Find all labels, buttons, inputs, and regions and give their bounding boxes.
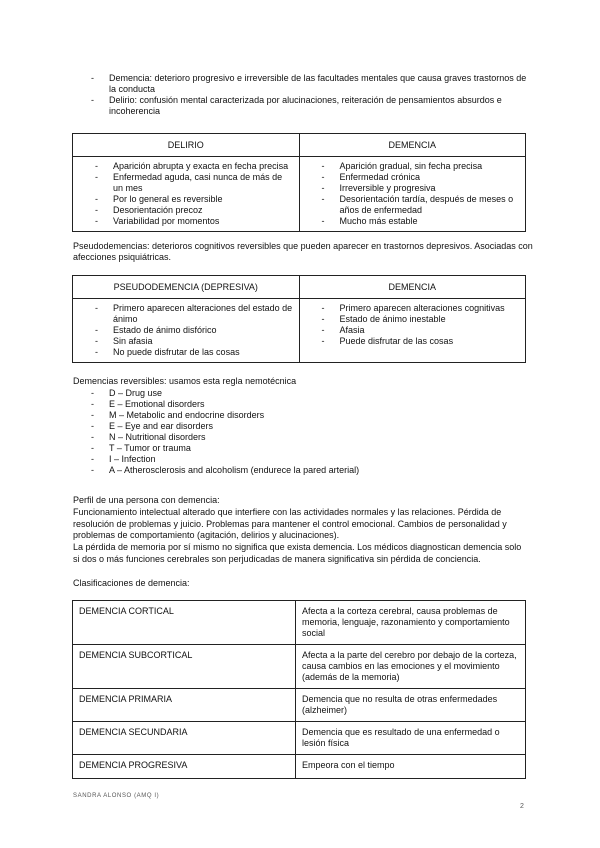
list-item: - Enfermedad aguda, casi nunca de más de un mes bbox=[73, 172, 293, 194]
list-item: - Demencia: deterioro progresivo e irreversible de las facultades mentales que causa graves trastornos de la conducta bbox=[73, 73, 533, 95]
profile-title: Perfil de una persona con demencia: bbox=[73, 495, 220, 505]
list-item: - D – Drug use bbox=[73, 388, 533, 399]
list-item: - E – Eye and ear disorders bbox=[73, 421, 533, 432]
table-row bbox=[73, 601, 526, 645]
table-cell bbox=[73, 299, 300, 363]
list-item: - No puede disfrutar de las cosas bbox=[73, 347, 293, 358]
classification-desc: Empeora con el tiempo bbox=[296, 755, 526, 779]
list-item: - Desorientación tardía, después de meses o años de enfermedad bbox=[300, 194, 520, 216]
classification-name: DEMENCIA SUBCORTICAL bbox=[73, 645, 296, 689]
classifications-title: Clasificaciones de demencia: bbox=[73, 578, 190, 588]
list-item: - M – Metabolic and endocrine disorders bbox=[73, 410, 533, 421]
table-row bbox=[73, 722, 526, 755]
list-item: - Enfermedad crónica bbox=[300, 172, 520, 183]
table-header: DEMENCIA bbox=[299, 276, 526, 299]
list-item: - Puede disfrutar de las cosas bbox=[300, 336, 520, 347]
list-item: - Mucho más estable bbox=[300, 216, 520, 227]
list-item: - I – Infection bbox=[73, 454, 533, 465]
reversible-title: Demencias reversibles: usamos esta regla nemotécnica bbox=[73, 376, 297, 386]
list-item: - Estado de ánimo disfórico bbox=[73, 325, 293, 336]
classifications-table bbox=[72, 600, 526, 779]
table-row bbox=[73, 645, 526, 689]
list-item: - Variabilidad por momentos bbox=[73, 216, 293, 227]
pseudodemencia-demencia-table bbox=[72, 275, 526, 363]
table-header: DEMENCIA bbox=[299, 134, 526, 157]
list-item: - Sin afasia bbox=[73, 336, 293, 347]
table-header: DELIRIO bbox=[73, 134, 300, 157]
classification-desc: Demencia que es resultado de una enfermedad o lesión física bbox=[296, 722, 526, 755]
classification-name: DEMENCIA PROGRESIVA bbox=[73, 755, 296, 779]
list-item: - Desorientación precoz bbox=[73, 205, 293, 216]
table-cell bbox=[299, 299, 526, 363]
memory-paragraph: La pérdida de memoria por sí mismo no significa que exista demencia. Los médicos diagnostican demencia solo si dos o más funciones cerebrales son perjudicadas de manera significativa sin pérdida de conciencia. bbox=[73, 542, 522, 564]
table-row bbox=[73, 689, 526, 722]
list-item: - Primero aparecen alteraciones cognitivas bbox=[300, 303, 520, 314]
list-item: - Por lo general es reversible bbox=[73, 194, 293, 205]
pseudodemencia-paragraph: Pseudodemencias: deterioros cognitivos reversibles que pueden aparecer en trastornos depresivos. Asociadas con afecciones psiquiátricas. bbox=[73, 241, 533, 262]
list-item: - E – Emotional disorders bbox=[73, 399, 533, 410]
list-item: - Estado de ánimo inestable bbox=[300, 314, 520, 325]
classification-desc: Afecta a la corteza cerebral, causa problemas de memoria, lenguaje, razonamiento y comportamiento social bbox=[296, 601, 526, 645]
definitions-list bbox=[73, 73, 533, 117]
footer-author: SANDRA ALONSO (AMQ I) bbox=[73, 793, 160, 799]
delirio-demencia-table bbox=[72, 133, 526, 232]
classification-desc: Afecta a la parte del cerebro por debajo de la corteza, causa cambios en las emociones y el movimiento (además de la memoria) bbox=[296, 645, 526, 689]
list-item: - Irreversible y progresiva bbox=[300, 183, 520, 194]
classification-name: DEMENCIA CORTICAL bbox=[73, 601, 296, 645]
classification-desc: Demencia que no resulta de otras enfermedades (alzheimer) bbox=[296, 689, 526, 722]
mnemonic-list bbox=[73, 388, 533, 476]
list-item: - A – Atherosclerosis and alcoholism (endurece la pared arterial) bbox=[73, 465, 533, 476]
classification-name: DEMENCIA PRIMARIA bbox=[73, 689, 296, 722]
table-header: PSEUDODEMENCIA (DEPRESIVA) bbox=[73, 276, 300, 299]
profile-paragraph: Funcionamiento intelectual alterado que interfiere con las actividades normales y las relaciones. Pérdida de resolución de problemas y juicio. Problemas para mantener el control emocional. Cambios de personalidad y problemas de comportamiento (agitación, delirios y alucinaciones). bbox=[73, 507, 507, 540]
list-item: - Aparición abrupta y exacta en fecha precisa bbox=[73, 161, 293, 172]
table-cell bbox=[299, 157, 526, 232]
list-item: - Primero aparecen alteraciones del estado de ánimo bbox=[73, 303, 293, 325]
list-item: - T – Tumor or trauma bbox=[73, 443, 533, 454]
page-number: 2 bbox=[520, 803, 524, 810]
list-item: - Aparición gradual, sin fecha precisa bbox=[300, 161, 520, 172]
table-cell bbox=[73, 157, 300, 232]
table-row bbox=[73, 755, 526, 779]
list-item: - N – Nutritional disorders bbox=[73, 432, 533, 443]
classification-name: DEMENCIA SECUNDARIA bbox=[73, 722, 296, 755]
list-item: - Delirio: confusión mental caracterizada por alucinaciones, reiteración de pensamientos absurdos e incoherencia bbox=[73, 95, 533, 117]
list-item: - Afasia bbox=[300, 325, 520, 336]
